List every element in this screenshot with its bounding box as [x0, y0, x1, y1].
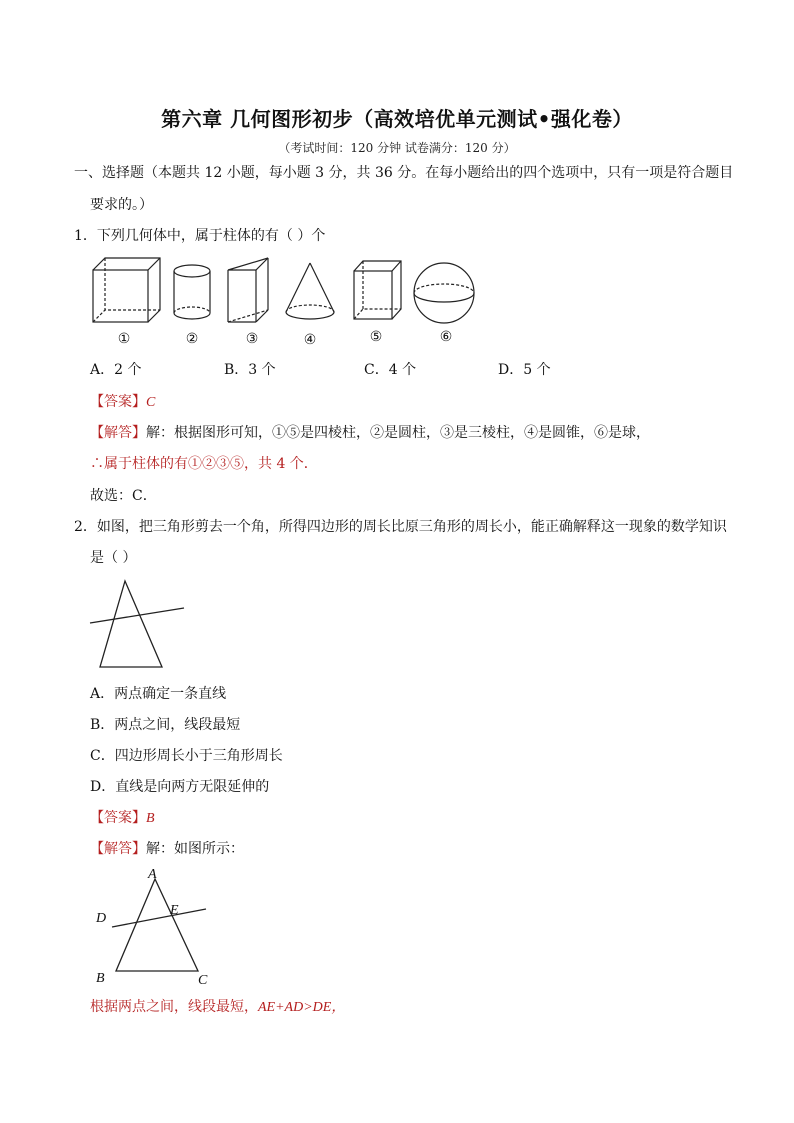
q1-answer — [90, 392, 155, 413]
square-prism-shape — [354, 261, 401, 319]
point-label-e: E — [170, 903, 179, 918]
final-formula: AE+AD>DE， — [258, 1000, 346, 1015]
shape-label-1: ① — [117, 331, 131, 347]
exam-info: （考试时间：120 分钟 试卷满分：120 分） — [278, 141, 516, 155]
q1-solids-figure — [88, 255, 488, 335]
answer-tag: 【答案】 — [90, 810, 146, 826]
q2-triangle-figure — [88, 578, 188, 673]
section-heading-line2: 要求的。） — [90, 197, 153, 213]
q1-option-b: B．3 个 — [224, 362, 276, 378]
answer-value: B — [146, 811, 155, 826]
triangle-shape — [100, 581, 162, 667]
shape-label-6: ⑥ — [439, 329, 453, 345]
solution-tag: 【解答】 — [90, 425, 146, 441]
q2-option-d: D．直线是向两方无限延伸的 — [90, 779, 270, 795]
shape-label-3: ③ — [245, 331, 259, 347]
q2-solution-figure — [90, 864, 220, 990]
answer-tag: 【答案】 — [90, 394, 146, 410]
shape-label-4: ④ — [303, 332, 317, 348]
section-heading-line1: 一、选择题（本题共 12 小题，每小题 3 分，共 36 分。在每小题给出的四个选项中，只有一项是符合题目 — [74, 165, 734, 181]
solution-text: 解：根据图形可知，①⑤是四棱柱，②是圆柱，③是三棱柱，④是圆锥，⑥是球， — [146, 425, 650, 441]
q1-conclusion: 故选：C． — [90, 488, 157, 504]
q1-option-d: D．5 个 — [498, 362, 551, 378]
point-label-b: B — [96, 971, 105, 986]
q2-stem-line2: 是（ ） — [90, 550, 137, 566]
shape-label-2: ② — [185, 331, 199, 347]
q2-option-a: A．两点确定一条直线 — [90, 686, 227, 702]
cylinder-shape — [174, 265, 210, 319]
q2-option-b: B．两点之间，线段最短 — [90, 717, 241, 733]
point-label-a: A — [148, 867, 157, 882]
point-label-c: C — [198, 973, 208, 988]
q1-option-a: A．2 个 — [90, 362, 142, 378]
cuboid-shape — [93, 258, 160, 322]
page-title: 第六章 几何图形初步（高效培优单元测试•强化卷） — [161, 107, 633, 131]
shape-label-5: ⑤ — [369, 329, 383, 345]
q2-option-c: C．四边形周长小于三角形周长 — [90, 748, 283, 764]
triangle-abc — [116, 879, 198, 971]
q1-option-c: C．4 个 — [364, 362, 417, 378]
triangular-prism-shape — [228, 258, 268, 322]
q2-solution — [90, 839, 244, 859]
q1-stem: 1．下列几何体中，属于柱体的有（ ）个 — [74, 228, 326, 244]
final-text: 根据两点之间，线段最短， — [90, 999, 258, 1015]
point-label-d: D — [96, 911, 107, 926]
q1-solution-line2: ∴属于柱体的有①②③⑤，共 4 个． — [90, 456, 318, 472]
q1-solution — [90, 423, 650, 443]
solution-tag: 【解答】 — [90, 841, 146, 857]
q2-answer — [90, 808, 155, 829]
q2-final — [90, 997, 345, 1018]
sphere-shape — [414, 263, 474, 323]
cone-shape — [286, 263, 334, 319]
line-de — [112, 909, 206, 927]
q2-stem-line1: 2．如图，把三角形剪去一个角，所得四边形的周长比原三角形的周长小，能正确解释这一现象的数学知识 — [74, 519, 727, 535]
solution-text: 解：如图所示： — [146, 841, 244, 857]
answer-value: C — [146, 395, 156, 410]
